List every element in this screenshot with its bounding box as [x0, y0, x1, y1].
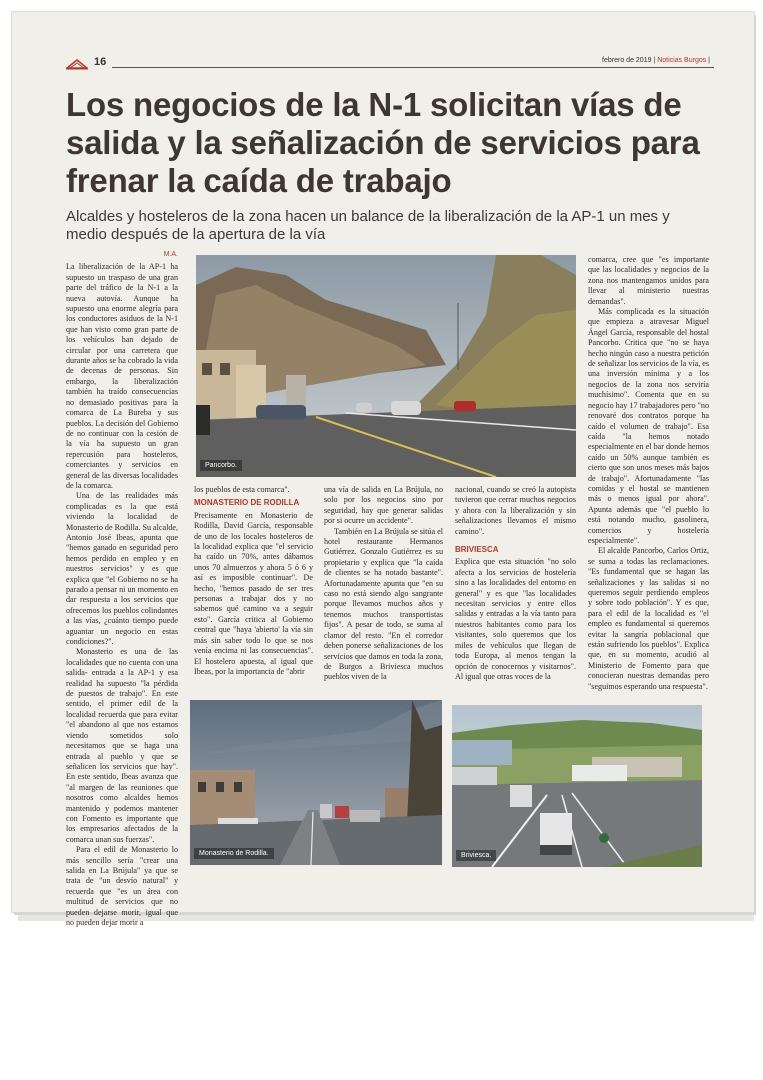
column-4: [455, 485, 576, 682]
column-2: [194, 485, 313, 677]
col5-paragraph: Más complicada es la situación que empieza a atravesar Miguel Ángel García, responsable del hostal Pancorbo. Critica que "no se haya hecho ningún caso a nuestra petición de señalizar los servicios de la vía, es una inversión mínima y a los negocios de la zona nos serviría muchísimo". Comenta que en su negocio hay 17 trabajadores pero "no renovaré dos contratos porque ha caído el volumen de trabajo". Esa caída "la hemos notado especialmente en el bar donde hemos caído un 50% aunque también es cierto que son unos meses más bajos de trabajo". Afortunadamente "las comidas y el hostal se mantienen más o menos igual por ahora". Apunta además que "el pueblo lo está notando mucho, gasolinera, comercios y hostelería especialmente".: [588, 307, 709, 545]
page-date-line: febrero de 2019 | Noticias Burgos |: [598, 57, 710, 64]
section-heading-briviesca: BRIVIESCA: [455, 545, 499, 555]
col1-paragraph: Monasterio es una de las localidades que no cuenta con una salida- entrada a la AP-1 y esa realidad ha supuesto "la pérdida de puestos de trabajo". En este sentido, el primer edil de la localidad recuerda que para evitar "el abandono al que nos estamos viendo sometidos solo necesitamos que se haga una entrada al pueblo y que se señalicen los servicios que hay". En este sentido, Ibeas avanza que "al margen de las reuniones que nosotros como alcaldes hemos mantenido y podemos mantener con Fomento es importante que los empresarios afectados de la comarca unan sus fuerzas".: [66, 647, 178, 844]
col5-paragraph: comarca, cree que "es importante que las localidades y negocios de la zona nos mantengamos unidos para llevar al ministerio nuestras demandas".: [588, 255, 709, 306]
header-rule: [112, 67, 714, 68]
photo-monasterio: [190, 700, 442, 865]
col5-paragraph: El alcalde Pancorbo, Carlos Ortiz, se suma a todas las reclamaciones. "Es fundamental que se hagan las señalizaciones y las salidas si no queremos seguir perdiendo empleos y sobre todo población". Y es que, para el edil de la localidad es "el empleo es fundamental si queremos evitar la sangría poblacional que están sufriendo los pueblos". Explica que, en su momento, acudió al Ministerio de Fomento para que conocieran nuestras demandas pero "seguimos esperando una respuesta".: [588, 546, 709, 691]
photo-pancorbo-image: [196, 255, 576, 477]
photo-briviesca: [452, 705, 702, 867]
publication-name: Noticias Burgos: [657, 57, 707, 64]
col3-paragraph: una vía de salida en La Brújula, no solo por los negocios sino por seguridad, hay que generar salidas por si ocurre un accidente".: [324, 485, 443, 526]
col4-paragraph: Explica que esta situación "no solo afecta a los servicios de hostelería sino a las localidades del entorno en general" y es que "las localidades necesitan servicios y entre ellos salidas y entradas a la vía tanto para nuestros habitantes como para los visitantes, solo queremos que los miles de vehículos que llegan de toda Europa, al menos tengan la opción de conocernos y visitarnos". Al igual que otras voces de la: [455, 557, 576, 681]
photo-monasterio-image: [190, 700, 442, 865]
col1-paragraph: Para el edil de Monasterio lo más sencillo sería "crear una salida en La Brújula" ya que se trata de "un desvío natural" y recuerda que "es un área con multitud de servicios que no pueden dejarse morir, igual que no pueden dejar morir a: [66, 845, 178, 927]
col2-paragraph: los pueblos de esta comarca".: [194, 485, 290, 494]
page-header: [56, 52, 714, 74]
byline: M.A.: [163, 251, 178, 258]
column-1: [66, 250, 178, 928]
col3-paragraph: También en La Brújula se sitúa el hotel restaurante Hermanos Gutiérrez. Gonzalo Gutiérrez es su propietario y explica que "la caída de clientes se ha notado bastante". Afortunadamente apunta que "en su caso no está siendo algo sangrante porque llevamos muchos años y tenemos muchos transportistas fijos". A pesar de todo, se suma al clamor del resto. "En el corredor deben ponerse señalizaciones de los servicios que damos en toda la zona, de Burgos a Briviesca muchos pueblos viven de la: [324, 526, 443, 682]
subtitle: Alcaldes y hosteleros de la zona hacen un balance de la liberalización de la AP-1 un mes y medio después de la apertura de la vía: [66, 208, 670, 243]
col1-paragraph: La liberalización de la AP-1 ha supuesto un traspaso de una gran parte del tráfico de la N-1 a la nueva autovía. Aunque ha supuesto una enorme alegría para los conductores asiduos de la N-1 que han visto como gran parte de los vehículos han dejado de circular por una carretera que durante años se ha cobrado la vida de decenas de personas. Sin embargo, la liberalización también ha traído consecuencias no demasiado positivas para la comarca de La Bureba y sus pueblos. La decisión del Gobierno de no continuar con la cesión de la vía ha supuesto un gran repercusión para hosteleros, comerciantes y servicios en general de las diversas localidades de la comarca.: [66, 262, 178, 490]
photo-caption: Pancorbo.: [200, 460, 242, 471]
col2-paragraph: Precisamente en Monasterio de Rodilla, David García, responsable de uno de los locales hosteleros de la localidad explica que "el servicio ha caído un 70%, antes dábamos unos 70 almuerzos y ahora 5 ó 6 y así es imposible continuar". De hecho, "hemos pasado de ser tres personas a trabajar dos y no sabemos qué camino va a seguir esto". García critica al Gobierno central que "haya 'abierto' la vía sin más sin saber todo lo que se nos venía encima ni las consecuencias". El hostelero apuesta, al igual que Ibeas, por la importancia de "abrir: [194, 510, 313, 676]
photo-briviesca-image: [452, 705, 702, 867]
page-date: febrero de 2019: [602, 57, 652, 64]
col1-paragraph: Una de las realidades más complicadas es la que está viviendo la localidad de Monasterio de Rodilla. Su alcalde, Antonio José Ibeas, apunta que "hemos ganado en seguridad pero hemos perdido en empleo y en nuestros servicios" y es que explica que "el Gobierno no se ha parado a pensar ni un momento en dar respuesta a los servicios que ofrecemos los pueblos colindantes a las vías, ¿cuánto tiempo puede aguantar un negocio en estas condiciones?".: [66, 491, 178, 647]
headline: Los negocios de la N-1 solicitan vías de salida y la señalización de servicios para frenar la caída de trabajo: [66, 86, 700, 199]
photo-pancorbo: [196, 255, 576, 477]
column-5: [588, 255, 709, 692]
photo-caption: Briviesca.: [456, 850, 496, 861]
photo-caption: Monasterio de Rodilla.: [194, 848, 274, 859]
column-3: [324, 485, 443, 683]
publication-logo-icon: [66, 58, 88, 70]
section-heading-monasterio: MONASTERIO DE RODILLA: [194, 498, 300, 508]
col4-paragraph: nacional, cuando se creó la autopista tuvieron que cerrar muchos negocios y ahora con la liberalización y sin señalizaciones llevamos el mismo camino".: [455, 485, 576, 536]
page-number: 16: [94, 56, 107, 68]
